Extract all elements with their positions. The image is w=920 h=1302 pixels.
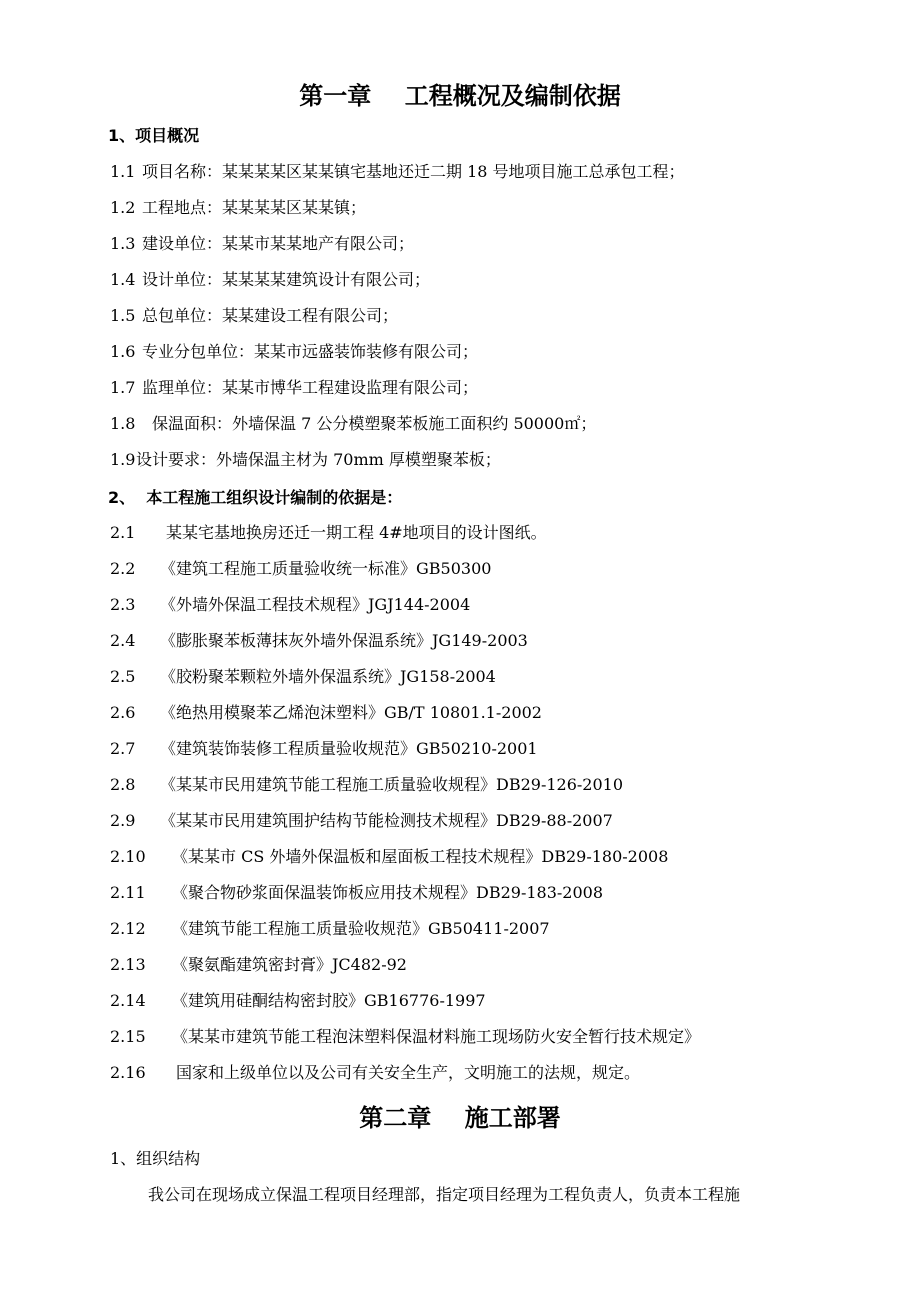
list-item: 2.7 《建筑装饰装修工程质量验收规范》GB50210-2001	[110, 739, 538, 758]
org-structure-heading: 1、组织结构	[110, 1149, 201, 1168]
list-item: 2.10 《某某市 CS 外墙外保温板和屋面板工程技术规程》DB29-180-2008	[110, 847, 669, 866]
chapter-1-title: 第一章 工程概况及编制依据	[299, 82, 621, 110]
list-item: 2.15 《某某市建筑节能工程泡沫塑料保温材料施工现场防火安全暂行技术规定》	[110, 1027, 701, 1046]
list-item: 2.3 《外墙外保温工程技术规程》JGJ144-2004	[110, 595, 471, 614]
list-item: 1.5 总包单位：某某建设工程有限公司；	[110, 306, 399, 325]
list-item: 2.1 某某宅基地换房还迁一期工程 4#地项目的设计图纸。	[110, 523, 547, 542]
list-item: 2.4 《膨胀聚苯板薄抹灰外墙外保温系统》JG149-2003	[110, 631, 528, 650]
list-item: 1.7 监理单位：某某市博华工程建设监理有限公司；	[110, 378, 479, 397]
list-item: 2.9 《某某市民用建筑围护结构节能检测技术规程》DB29-88-2007	[110, 811, 613, 830]
section-2-heading: 2、 本工程施工组织设计编制的依据是：	[108, 488, 403, 507]
list-item: 2.2 《建筑工程施工质量验收统一标准》GB50300	[110, 559, 492, 578]
list-item: 2.13 《聚氨酯建筑密封膏》JC482-92	[110, 955, 407, 974]
list-item: 2.5 《胶粉聚苯颗粒外墙外保温系统》JG158-2004	[110, 667, 496, 686]
list-item: 2.6 《绝热用模聚苯乙烯泡沫塑料》GB/T 10801.1-2002	[110, 703, 542, 722]
list-item: 2.16 国家和上级单位以及公司有关安全生产，文明施工的法规，规定。	[110, 1063, 641, 1082]
list-item: 2.14 《建筑用硅酮结构密封胶》GB16776-1997	[110, 991, 486, 1010]
section-1-heading: 1、项目概况	[108, 126, 200, 145]
list-item: 1.1 项目名称：某某某某区某某镇宅基地还迁二期 18 号地项目施工总承包工程；	[110, 162, 685, 181]
list-item: 1.9设计要求：外墙保温主材为 70mm 厚模塑聚苯板；	[110, 450, 501, 469]
list-item: 1.4 设计单位：某某某某建筑设计有限公司；	[110, 270, 431, 289]
list-item: 2.11 《聚合物砂浆面保温装饰板应用技术规程》DB29-183-2008	[110, 883, 604, 902]
list-item: 1.3 建设单位：某某市某某地产有限公司；	[110, 234, 415, 253]
chapter-2-title: 第二章 施工部署	[359, 1104, 561, 1132]
list-item: 1.2 工程地点：某某某某区某某镇；	[110, 198, 367, 217]
org-structure-paragraph: 我公司在现场成立保温工程项目经理部，指定项目经理为工程负责人，负责本工程施	[148, 1185, 741, 1204]
list-item: 1.6 专业分包单位：某某市远盛装饰装修有限公司；	[110, 342, 479, 361]
list-item: 2.12 《建筑节能工程施工质量验收规范》GB50411-2007	[110, 919, 550, 938]
list-item: 1.8 保温面积：外墙保温 7 公分模塑聚苯板施工面积约 50000㎡；	[110, 414, 597, 433]
list-item: 2.8 《某某市民用建筑节能工程施工质量验收规程》DB29-126-2010	[110, 775, 624, 794]
